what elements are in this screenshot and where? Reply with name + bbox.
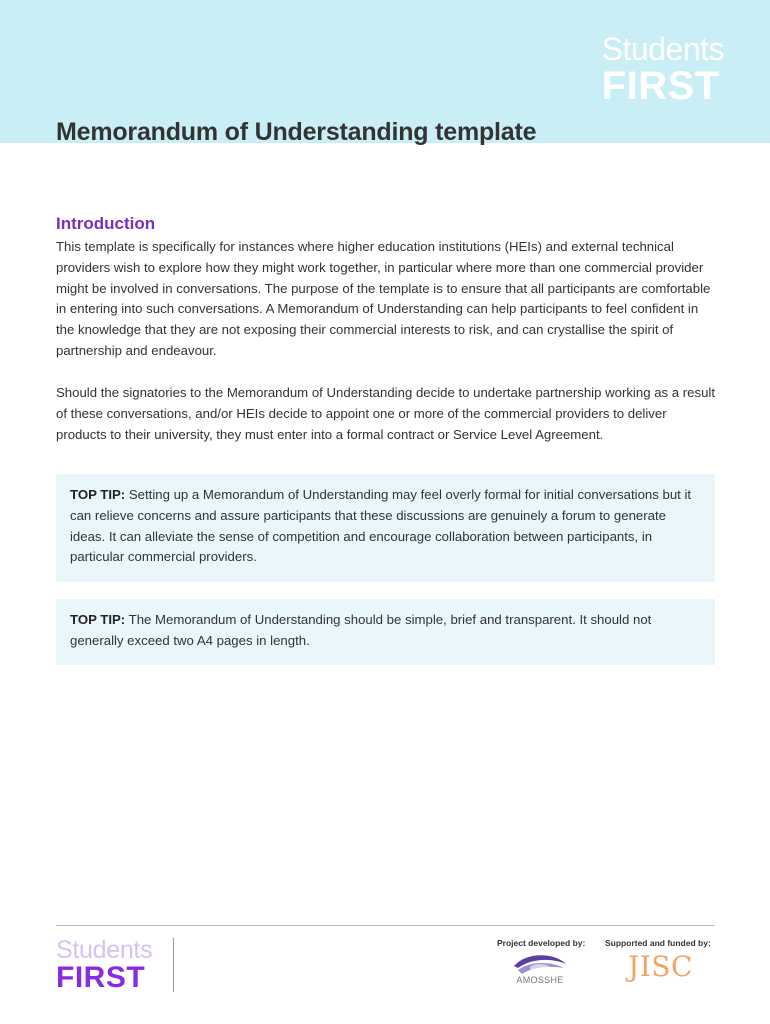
introduction-heading: Introduction: [56, 214, 156, 233]
top-tip-text: The Memorandum of Understanding should be simple, brief and transparent. It should not generally exceed two A4 pages in length.: [70, 612, 652, 648]
footer-brand-divider: [173, 938, 174, 992]
top-tip-label: TOP TIP:: [70, 487, 126, 502]
top-tip-box-2: [56, 599, 715, 665]
intro-paragraph-1: This template is specifically for instances where higher education institutions (HEIs) and external technical providers wish to explore how they might work together, in particular where more than one commercial provider might be involved in conversations. The purpose of the template is to ensure that all participants are comfortable in entering into such conversations. A Memorandum of Understanding can help participants to feel confident in the knowledge that they are not exposing their commercial interests to risk, and can crystallise the spirit of partnership and endeavour.: [56, 239, 711, 358]
project-developed-label: Project developed by:: [497, 938, 586, 948]
brand-word-students: Students: [601, 31, 724, 67]
brand-word-first: FIRST: [601, 64, 720, 108]
top-tip-label: TOP TIP:: [70, 612, 126, 627]
jisc-logo: JISC: [628, 950, 693, 983]
footer-brand-word-students: Students: [56, 936, 153, 964]
footer-divider: [56, 925, 715, 926]
footer-brand-word-first: FIRST: [56, 961, 146, 994]
intro-paragraph-2: Should the signatories to the Memorandum of Understanding decide to undertake partnership working as a result of these conversations, and/or HEIs decide to appoint one or more of the commercial providers to deliver products to their university, they must enter into a formal contract or Service Level Agreement.: [56, 385, 716, 442]
supported-funded-label: Supported and funded by:: [605, 938, 711, 948]
students-first-footer-logo: [56, 937, 152, 993]
top-tip-box-1: [56, 474, 715, 582]
students-first-logo: [602, 32, 724, 106]
amosshe-logo-text: AMOSSHE: [516, 975, 564, 985]
amosshe-logo-icon: [508, 950, 572, 994]
top-tip-text: Setting up a Memorandum of Understanding may feel overly formal for initial conversations but it can relieve concerns and assure participants that these discussions are genuinely a forum to generate ideas. It can alleviate the sense of competition and encourage collaboration between participants, in particular commercial providers.: [70, 487, 692, 565]
page-title: Memorandum of Understanding template: [56, 118, 537, 146]
